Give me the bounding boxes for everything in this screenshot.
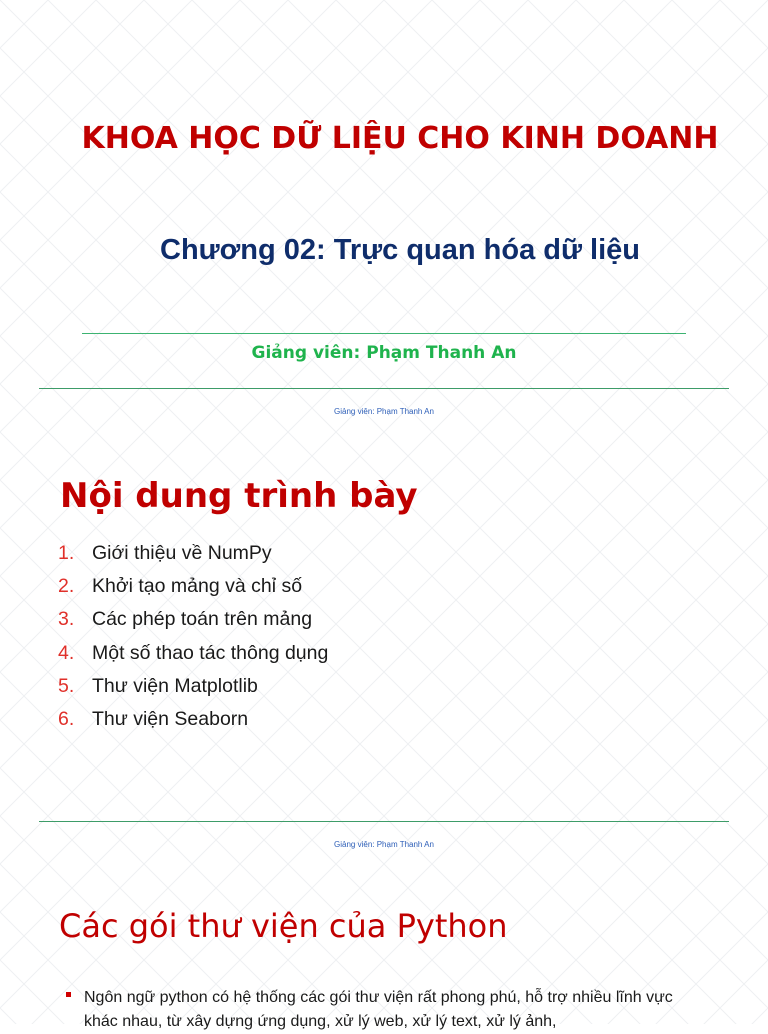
course-title: KHOA HỌC DỮ LIỆU CHO KINH DOANH [81,121,719,156]
agenda-item-number: 1. [58,542,75,565]
agenda-item-number: 3. [58,608,75,631]
agenda-item-number: 5. [58,674,75,697]
libraries-title: Các gói thư viện của Python [59,907,508,945]
agenda-item [58,603,328,636]
agenda-item [58,670,328,703]
agenda-item-text: Thư viện Seaborn [92,708,249,731]
agenda-item-text: Một số thao tác thông dụng [92,641,329,664]
divider-line [82,333,686,334]
agenda-title: Nội dung trình bày [60,476,418,516]
agenda-item [58,537,328,570]
agenda-list [58,537,328,736]
agenda-item-number: 4. [58,641,75,664]
lecturer-name: Giảng viên: Phạm Thanh An [251,343,517,363]
title-slide [0,0,768,433]
agenda-item [58,703,328,736]
agenda-item-text: Giới thiệu về NumPy [92,542,272,565]
bullet-text: Ngôn ngữ python có hệ thống các gói thư viện rất phong phú, hỗ trợ nhiều lĩnh vực khác nhau, từ xây dựng ứng dụng, xử lý web, xử lý text, xử lý ảnh, [84,989,673,1030]
slide-separator [39,821,729,822]
agenda-item-text: Khởi tạo mảng và chỉ số [92,575,303,598]
slide-footer: Giảng viên: Phạm Thanh An [334,407,434,416]
agenda-item [58,570,328,603]
chapter-subtitle: Chương 02: Trực quan hóa dữ liệu [160,234,640,266]
agenda-item-text: Các phép toán trên mảng [92,608,313,631]
slide-footer: Giảng viên: Phạm Thanh An [334,840,434,849]
agenda-item-number: 6. [58,708,75,731]
agenda-item [58,637,328,670]
square-bullet-icon [66,992,71,997]
agenda-item-text: Thư viện Matplotlib [92,674,258,697]
agenda-item-number: 2. [58,575,75,598]
